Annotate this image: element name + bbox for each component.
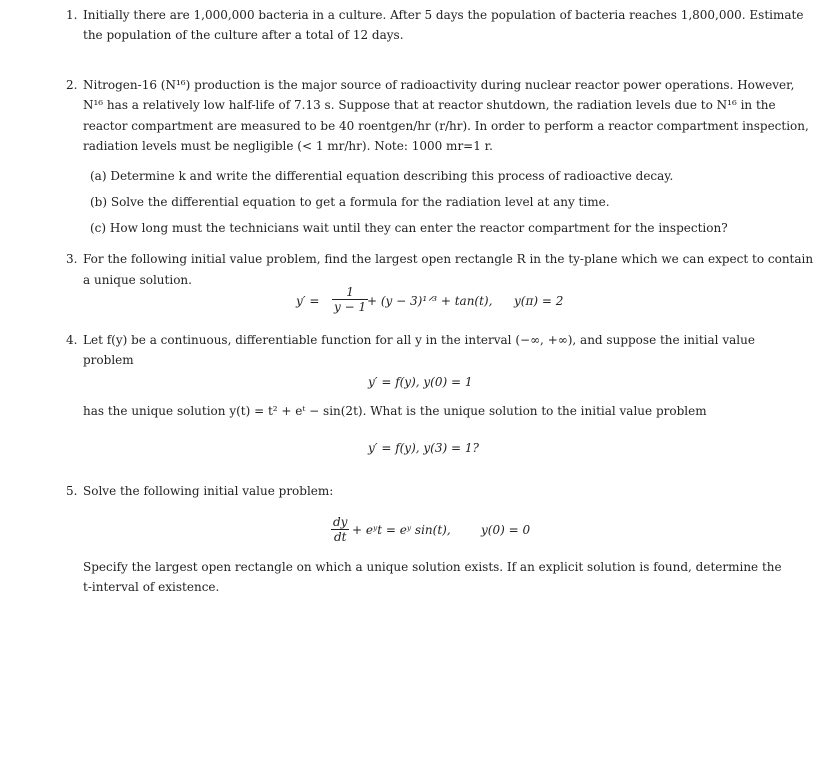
problem-text: Nitrogen-16 (N¹⁶) production is the major source of radioactivity during nuclear reactor power operations. However, <box>83 78 795 92</box>
equation-fraction <box>332 285 368 314</box>
equation: y′ = f(y), y(0) = 1 <box>368 375 473 389</box>
problem-number: 2. <box>66 78 78 92</box>
initial-condition: y(0) = 0 <box>481 523 531 537</box>
problem-text: Solve the following initial value problem: <box>83 484 334 498</box>
fraction-denominator: y − 1 <box>334 300 367 314</box>
initial-condition: y(π) = 2 <box>514 294 564 308</box>
problem-text: Specify the largest open rectangle on which a unique solution exists. If an explicit solution is found, determine the <box>83 560 782 574</box>
fraction-denominator: dt <box>333 530 347 544</box>
problem-number: 1. <box>66 8 78 22</box>
equation-rest: + (y − 3)¹ᐟ³ + tan(t), <box>367 294 493 308</box>
problem-text: Initially there are 1,000,000 bacteria in a culture. After 5 days the population of bacteria reaches 1,800,000. Estimate <box>83 8 804 22</box>
problem-part-b: (b) Solve the differential equation to get a formula for the radiation level at any time. <box>90 195 610 209</box>
equation-fraction <box>331 515 349 544</box>
problem-text: problem <box>83 353 134 367</box>
fraction-numerator: 1 <box>332 285 368 300</box>
problem-number: 5. <box>66 484 78 498</box>
problem-text: For the following initial value problem, find the largest open rectangle R in the ty-plane which we can expect to contain <box>83 252 814 266</box>
fraction-numerator: dy <box>333 515 348 529</box>
equation-lhs: y′ = <box>296 294 320 308</box>
equation: y′ = f(y), y(3) = 1? <box>368 441 479 455</box>
problem-text: has the unique solution y(t) = t² + eᵗ − sin(2t). What is the unique solution to the initial value problem <box>83 404 707 418</box>
problem-part-c: (c) How long must the technicians wait until they can enter the reactor compartment for the inspection? <box>90 221 728 235</box>
problem-text: the population of the culture after a total of 12 days. <box>83 28 404 42</box>
problem-text: radiation levels must be negligible (< 1 mr/hr). Note: 1000 mr=1 r. <box>83 139 493 153</box>
problem-text: reactor compartment are measured to be 40 roentgen/hr (r/hr). In order to perform a reactor compartment inspection, <box>83 119 809 133</box>
problem-text: a unique solution. <box>83 273 192 287</box>
problem-text: Let f(y) be a continuous, differentiable function for all y in the interval (−∞, +∞), and suppose the initial value <box>83 333 755 347</box>
problem-text: N¹⁶ has a relatively low half-life of 7.13 s. Suppose that at reactor shutdown, the radiation levels due to N¹⁶ in the <box>83 98 776 112</box>
problem-part-a: (a) Determine k and write the differential equation describing this process of radioactive decay. <box>90 169 674 183</box>
problem-number: 4. <box>66 333 78 347</box>
equation-rest: + eʸt = eʸ sin(t), <box>352 523 451 537</box>
problem-text: t-interval of existence. <box>83 580 220 594</box>
problem-number: 3. <box>66 252 78 266</box>
